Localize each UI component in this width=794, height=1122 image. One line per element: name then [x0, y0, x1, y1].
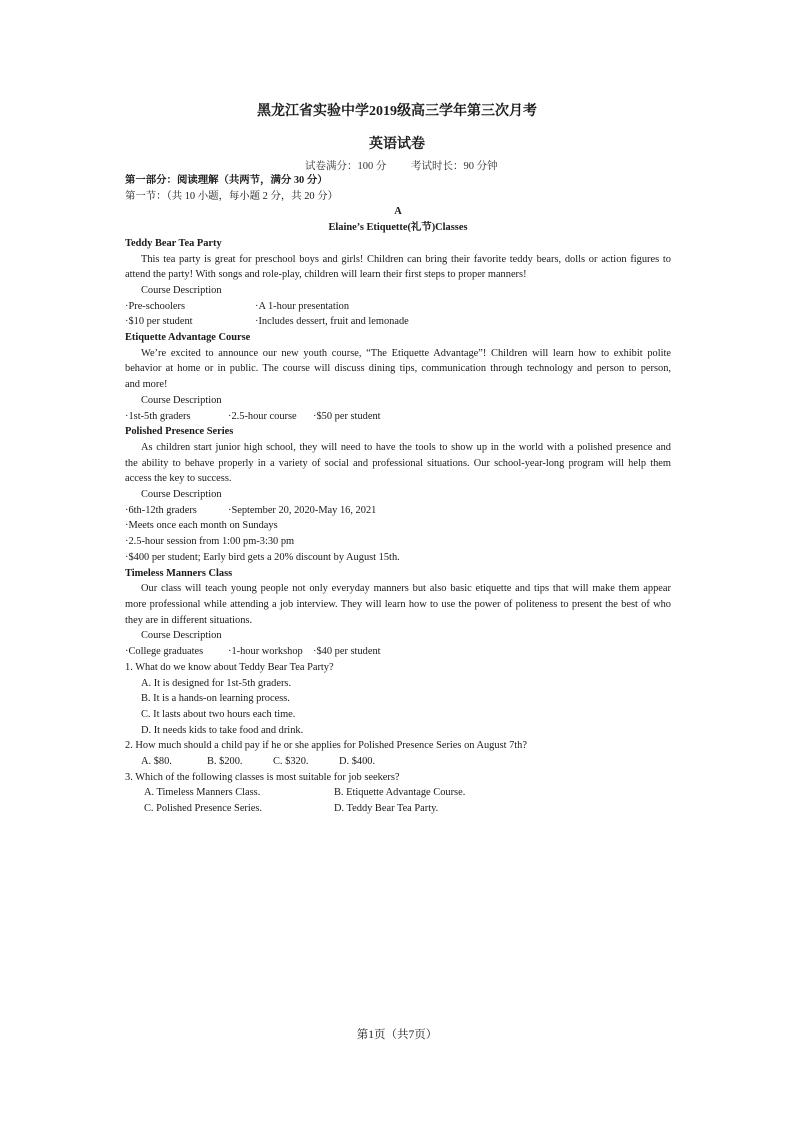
answer-option: C. Polished Presence Series.: [144, 803, 263, 815]
section-part: 第一部分：阅读理解（共两节，满分 30 分）: [125, 175, 328, 186]
course-detail: ·2.5-hour course: [228, 410, 297, 422]
course-details-row: [125, 644, 671, 660]
answer-option: C. It lasts about two hours each time.: [141, 708, 296, 720]
course-detail: ·1st-5th graders: [125, 410, 191, 422]
course-paragraph-line: We’re excited to announce our new youth course, “The Etiquette Advantage”! Children will learn how to exhibit polite: [141, 347, 671, 359]
course-detail: ·$50 per student: [313, 410, 381, 422]
course-paragraph-line: the ability to behave properly in a variety of social and professional situations. Our school-year-long program will help them: [125, 457, 671, 469]
course-paragraph-line: they are in different situations.: [125, 614, 253, 626]
answer-option: C. $320.: [273, 756, 309, 768]
answer-options-row: [125, 785, 671, 801]
course-detail: ·September 20, 2020-May 16, 2021: [228, 504, 377, 516]
course-description-label: Course Description: [141, 284, 222, 296]
exam-subject: 英语试卷: [369, 137, 425, 152]
score-info: 试卷满分：100 分: [305, 161, 387, 172]
exam-content: [125, 173, 671, 817]
course-details-row: [125, 409, 671, 425]
course-detail: ·Includes dessert, fruit and lemonade: [255, 316, 409, 328]
course-details-row: [125, 299, 671, 315]
answer-options-row: [125, 754, 671, 770]
course-heading: Timeless Manners Class: [125, 567, 233, 579]
course-paragraph-line: and more!: [125, 379, 168, 391]
course-detail: ·College graduates: [125, 646, 204, 658]
course-detail: ·1-hour workshop: [228, 646, 303, 658]
course-paragraph-line: behavior at home or in public. The course will discuss dining tips, communication through technology and person to person,: [125, 363, 671, 375]
course-description-label: Course Description: [141, 394, 222, 406]
exam-title: 黑龙江省实验中学2019级高三学年第三次月考: [257, 104, 537, 119]
question-stem: 3. Which of the following classes is most suitable for job seekers?: [125, 771, 400, 783]
answer-option: A. Timeless Manners Class.: [144, 787, 261, 799]
passage-title: Elaine’s Etiquette(礼节)Classes: [328, 222, 468, 234]
course-description-label: Course Description: [141, 489, 222, 501]
course-details-row: [125, 503, 671, 519]
course-detail: ·Pre-schoolers: [125, 300, 186, 312]
answer-option: A. It is designed for 1st-5th graders.: [141, 677, 292, 689]
course-paragraph-line: This tea party is great for preschool boys and girls! Children can bring their favorite teddy bears, dolls or action figures to: [141, 253, 671, 265]
course-paragraph-line: access the key to success.: [125, 473, 232, 485]
answer-option: D. $400.: [339, 756, 376, 768]
course-heading: Etiquette Advantage Course: [125, 332, 251, 344]
course-detail: ·6th-12th graders: [125, 504, 197, 516]
course-detail: ·2.5-hour session from 1:00 pm-3:30 pm: [125, 536, 295, 548]
course-paragraph-line: Our class will teach young people not only everyday manners but also basic etiquette and tips that will make them appear: [141, 583, 671, 595]
question-stem: 2. How much should a child pay if he or she applies for Polished Presence Series on August 7th?: [125, 740, 527, 752]
section-sub: 第一节：（共 10 小题，每小题 2 分，共 20 分）: [125, 190, 339, 202]
answer-option: D. Teddy Bear Tea Party.: [334, 803, 439, 815]
question-stem: 1. What do we know about Teddy Bear Tea Party?: [125, 661, 334, 673]
answer-options-row: [125, 801, 671, 817]
course-paragraph-line: As children start junior high school, they will need to have the tools to show up in the world with a polished presence and: [141, 441, 671, 453]
course-detail: ·A 1-hour presentation: [255, 300, 350, 312]
page-number: 第1页（共7页）: [356, 1029, 438, 1041]
course-heading: Teddy Bear Tea Party: [125, 237, 222, 249]
course-heading: Polished Presence Series: [125, 426, 234, 438]
passage-letter: A: [394, 206, 402, 218]
course-details-row: [125, 314, 671, 330]
course-detail: ·$400 per student; Early bird gets a 20% discount by August 15th.: [125, 551, 400, 563]
course-detail: ·Meets once each month on Sundays: [125, 520, 278, 532]
answer-option: A. $80.: [141, 756, 172, 768]
course-description-label: Course Description: [141, 630, 222, 642]
exam-meta: [305, 158, 520, 173]
course-paragraph-line: more professional while attending a job interview. They will learn how to use the power of politeness to present the best of who: [125, 598, 671, 610]
course-paragraph-line: attend the party! With songs and role-play, children will learn their first steps to proper manners!: [125, 269, 527, 281]
answer-option: B. Etiquette Advantage Course.: [334, 787, 466, 799]
answer-option: B. $200.: [207, 756, 243, 768]
duration-info: 考试时长：90 分钟: [411, 161, 498, 172]
answer-option: B. It is a hands-on learning process.: [141, 693, 290, 705]
answer-option: D. It needs kids to take food and drink.: [141, 724, 304, 736]
course-detail: ·$40 per student: [313, 646, 381, 658]
course-detail: ·$10 per student: [125, 316, 193, 328]
